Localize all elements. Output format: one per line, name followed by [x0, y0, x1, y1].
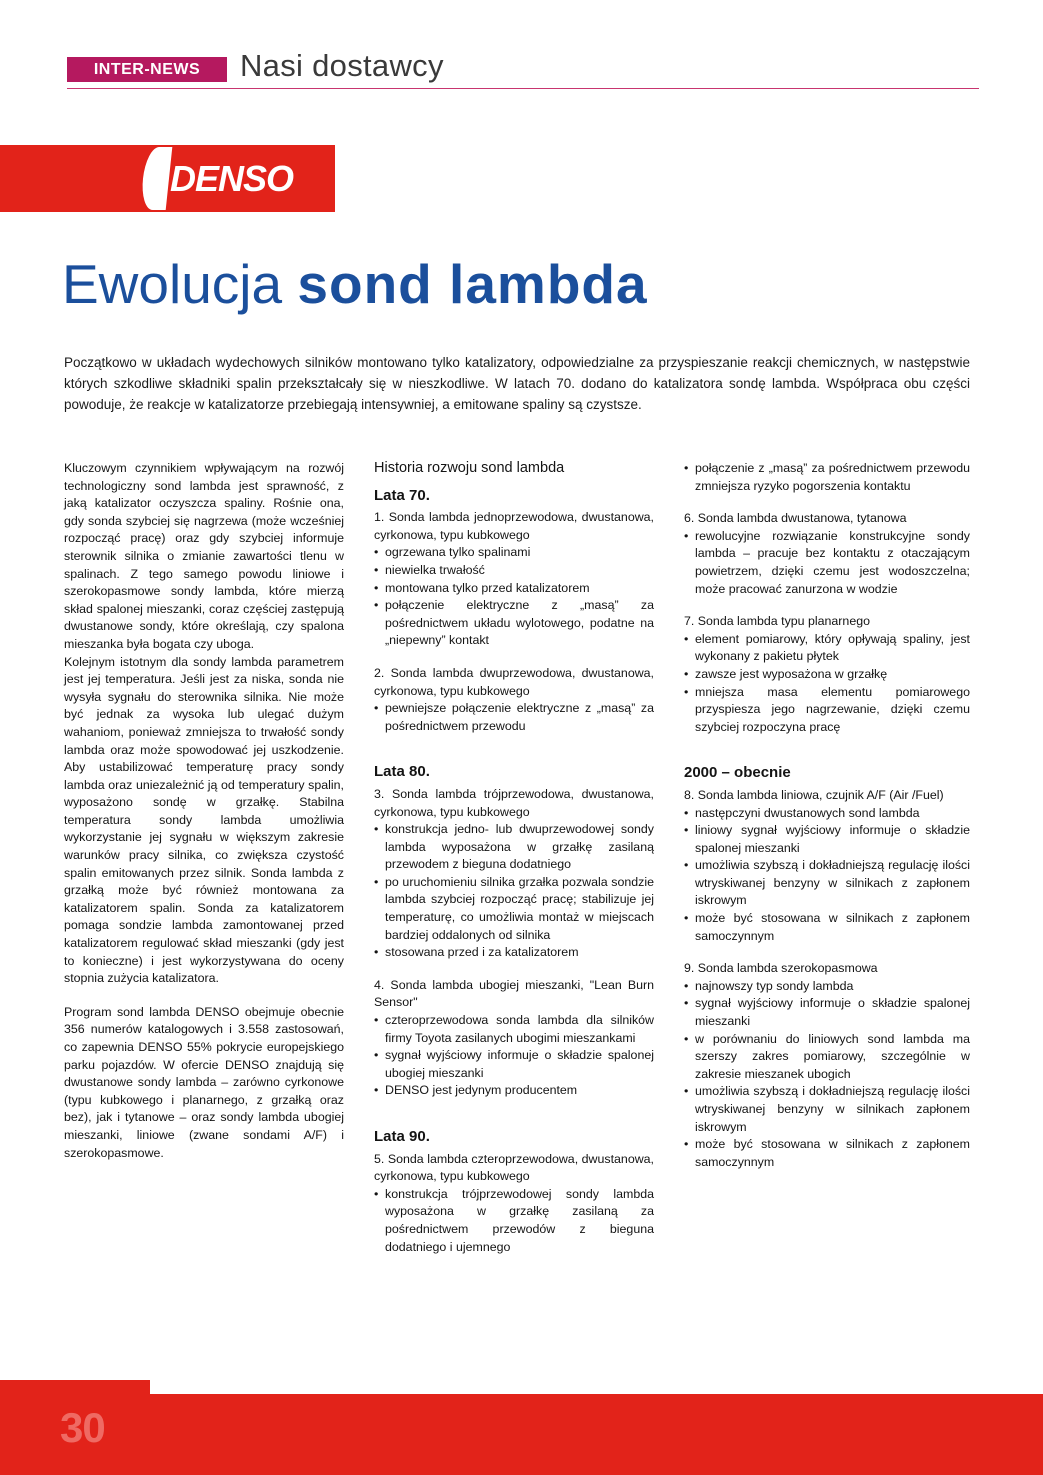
list-item: • może być stosowana w silnikach z zapłonem samoczynnym [684, 910, 970, 945]
list-item: • może być stosowana w silnikach z zapłonem samoczynnym [684, 1136, 970, 1171]
era-heading: 2000 – obecnie [684, 764, 791, 782]
bullet-list [684, 805, 970, 946]
list-item: • sygnał wyjściowy informuje o składzie spalonej mieszanki [684, 995, 970, 1030]
footer-band [0, 1380, 1043, 1475]
paragraph: Kolejnym istotnym dla sondy lambda parametrem jest jej temperatura. Jeśli jest za niska, sonda nie wysyła sygnału do sterownika silnika. Nie może być jednak za wysoka lub ulegać dużym wahaniom, ponieważ zmniejsza to trwałość sondy lambda oraz może spowodować jej uszkodzenie. Aby ustabilizować temperaturę pracy sondy lambda oraz uniezależnić ją od temperatury spalin, wyposażono sondę w grzałkę. Stabilna temperatura sondy lambda umożliwia wykorzystanie jej sygnału w większym zakresie warunków pracy silnika, co zwiększa czystość spalin emitowanych przez silnik. Sonda lambda z grzałką może być również montowana za katalizatorem spalin. Sonda za katalizatorem pomaga sondzie lambda zamontowanej przed katalizatorem regulować skład mieszanki (gdy jest to konieczne) i jest wykorzystywana do oceny stopnia zużycia katalizatora. [64, 654, 344, 986]
list-item: • umożliwia szybszą i dokładniejszą regulację ilości wtryskiwanej benzyny w silnikach z zapłonem iskrowym [684, 857, 970, 910]
numbered-item: 1. Sonda lambda jednoprzewodowa, dwustanowa, cyrkonowa, typu kubkowego [374, 510, 654, 542]
bullet-list [374, 1186, 654, 1256]
list-item: • następczyni dwustanowych sond lambda [684, 805, 970, 823]
list-item: • rewolucyjne rozwiązanie konstrukcyjne sondy lambda – pracuje bez kontaktu z otaczającym powietrzem, dzięki czemu jest wodoszczelna; może pracować zanurzona w wodzie [684, 528, 970, 598]
bullet-list [684, 528, 970, 598]
spacer [374, 1100, 654, 1115]
list-item: • DENSO jest jedynym producentem [374, 1082, 654, 1100]
list-item: • umożliwia szybszą i dokładniejszą regulację ilości wtryskiwanej benzyny w silnikach zapłonem iskrowym [684, 1083, 970, 1136]
numbered-item: 4. Sonda lambda ubogiej mieszanki, "Lean Burn Sensor" [374, 977, 654, 1010]
bullet-list [374, 821, 654, 962]
internews-badge: INTER-NEWS [67, 57, 227, 82]
list-item: • w porównaniu do liniowych sond lambda ma szerszy zakres pomiarowy, szczególnie w zakresie mieszanek ubogich [684, 1031, 970, 1084]
numbered-item: 7. Sonda lambda typu planarnego [684, 614, 870, 629]
list-item: • najnowszy typ sondy lambda [684, 978, 970, 996]
era-heading: Lata 80. [374, 763, 430, 781]
list-item: • sygnał wyjściowy informuje o składzie spalonej ubogiej mieszanki [374, 1047, 654, 1082]
section-title: Nasi dostawcy [240, 48, 444, 83]
list-item: • montowana tylko przed katalizatorem [374, 580, 654, 598]
spacer [684, 1171, 970, 1186]
era-heading: Lata 70. [374, 486, 430, 504]
history-heading: Historia rozwoju sond lambda [374, 460, 565, 476]
article-title-light: Ewolucja [62, 253, 298, 315]
denso-logo-text: DENSO [170, 158, 294, 199]
list-item: • po uruchomieniu silnika grzałka pozwala sondzie lambda szybciej rozpocząć pracę; stabilizuje jej temperaturę, co umożliwia montaż w miejscach bardziej oddalonych od silnika [374, 874, 654, 944]
spacer [374, 1256, 654, 1271]
page-number: 30 [60, 1404, 105, 1451]
paragraph: Program sond lambda DENSO obejmuje obecnie 356 numerów katalogowych i 3.558 zastosowań, co zapewnia DENSO 55% pokrycie europejskiego parku pojazdów. W ofercie DENSO znajdują się dwustanowe sondy lambda – zarówno cyrkonowe (typu kubkowego i planarnego, z grzałką oraz bez), jak i tytanowe – oraz sondy lambda ubogiej mieszanki, liniowe (zwane sondami A/F) i szerokopasmowe. [64, 1004, 344, 1160]
numbered-item: 9. Sonda lambda szerokopasmowa [684, 961, 878, 976]
list-item: • stosowana przed i za katalizatorem [374, 944, 654, 962]
list-item: • połączenie elektryczne z „masą” za pośrednictwem układu wylotowego, podatne na „niepewny” kontakt [374, 597, 654, 650]
list-item: • konstrukcja trójprzewodowej sondy lambda wyposażona w grzałkę zasilaną za pośrednictwem przewodów z bieguna dodatniego i ujemnego [374, 1186, 654, 1256]
list-item: • pewniejsze połączenie elektryczne z „masą” za pośrednictwem przewodu [374, 700, 654, 735]
paragraph: Kluczowym czynnikiem wpływającym na rozwój technologiczny sond lambda jest sprawność, z jaką katalizator oczyszcza spaliny. Rośnie ona, gdy sonda szybciej się nagrzewa (może wcześniej rozpocząć pracę) oraz gdy szybciej informuje sterownik silnika o zmianie zawartości tlenu w spalinach. Z tego samego powodu liniowe i szerokopasmowe sondy lambda, które mierzą skład spalonej mieszanki, coraz częściej zastępują dwustanowe sondy, które określają, czy spalona mieszanka była bogata czy uboga. [64, 461, 344, 651]
bullet-list [374, 700, 654, 735]
list-item: • mniejsza masa elementu pomiarowego przyspiesza jego nagrzewanie, dzięki czemu szybciej rozpoczyna pracę [684, 684, 970, 737]
body-column-1 [64, 460, 344, 1162]
list-item: • konstrukcja jedno- lub dwuprzewodowej sondy lambda wyposażona w grzałkę zasilaną przewodem z bieguna dodatniego [374, 821, 654, 874]
spacer [684, 945, 970, 960]
list-item: • czteroprzewodowa sonda lambda dla silników firmy Toyota zasilanych ubogimi mieszankami [374, 1012, 654, 1047]
spacer [374, 650, 654, 665]
body-column-3 [684, 460, 970, 1186]
bullet-list [374, 544, 654, 650]
column2-blocks [374, 487, 654, 1272]
spacer [374, 735, 654, 750]
article-title-bold: sond lambda [297, 253, 648, 315]
list-item: • ogrzewana tylko spalinami [374, 544, 654, 562]
numbered-item: 6. Sonda lambda dwustanowa, tytanowa [684, 511, 907, 526]
page-header [0, 0, 1043, 90]
era-heading: Lata 90. [374, 1128, 430, 1145]
list-item: • niewielka trwałość [374, 562, 654, 580]
bullet-list [684, 631, 970, 737]
list-item: • połączenie z „masą” za pośrednictwem przewodu zmniejsza ryzyko pogorszenia kontaktu [684, 460, 970, 495]
numbered-item: 5. Sonda lambda czteroprzewodowa, dwustanowa, cyrkonowa, typu kubkowego [374, 1151, 654, 1184]
article-lead: Początkowo w układach wydechowych silników montowano tylko katalizatory, odpowiedzialne za przyspieszanie reakcji chemicznych, w następstwie których szkodliwe składniki spalin przekształcały się w nieszkodliwe. W latach 70. dodano do katalizatora sondę lambda. Współpraca obu części powoduje, że reakcje w katalizatorze przebiegają intensywniej, a emitowane spaliny są czystsze. [64, 355, 970, 412]
numbered-item: 3. Sonda lambda trójprzewodowa, dwustanowa, cyrkonowa, typu kubkowego [374, 786, 654, 819]
header-divider [67, 88, 979, 89]
spacer [684, 598, 970, 613]
spacer [374, 962, 654, 977]
article-title [62, 252, 648, 316]
bullet-list [684, 460, 970, 495]
numbered-item: 2. Sonda lambda dwuprzewodowa, dwustanowa, cyrkonowa, typu kubkowego [374, 665, 654, 698]
spacer [684, 495, 970, 510]
footer-white-strip [150, 1380, 1043, 1394]
column3-blocks [684, 460, 970, 1186]
bullet-list [684, 978, 970, 1172]
list-item: • zawsze jest wyposażona w grzałkę [684, 666, 970, 684]
numbered-item: 8. Sonda lambda liniowa, czujnik A/F (Air /Fuel) [684, 787, 944, 802]
body-column-2 [374, 460, 654, 1271]
list-item: • element pomiarowy, który opływają spaliny, jest wykonany z pakietu płytek [684, 631, 970, 666]
spacer [684, 736, 970, 751]
bullet-list [374, 1012, 654, 1100]
list-item: • liniowy sygnał wyjściowy informuje o składzie spalonej mieszanki [684, 822, 970, 857]
